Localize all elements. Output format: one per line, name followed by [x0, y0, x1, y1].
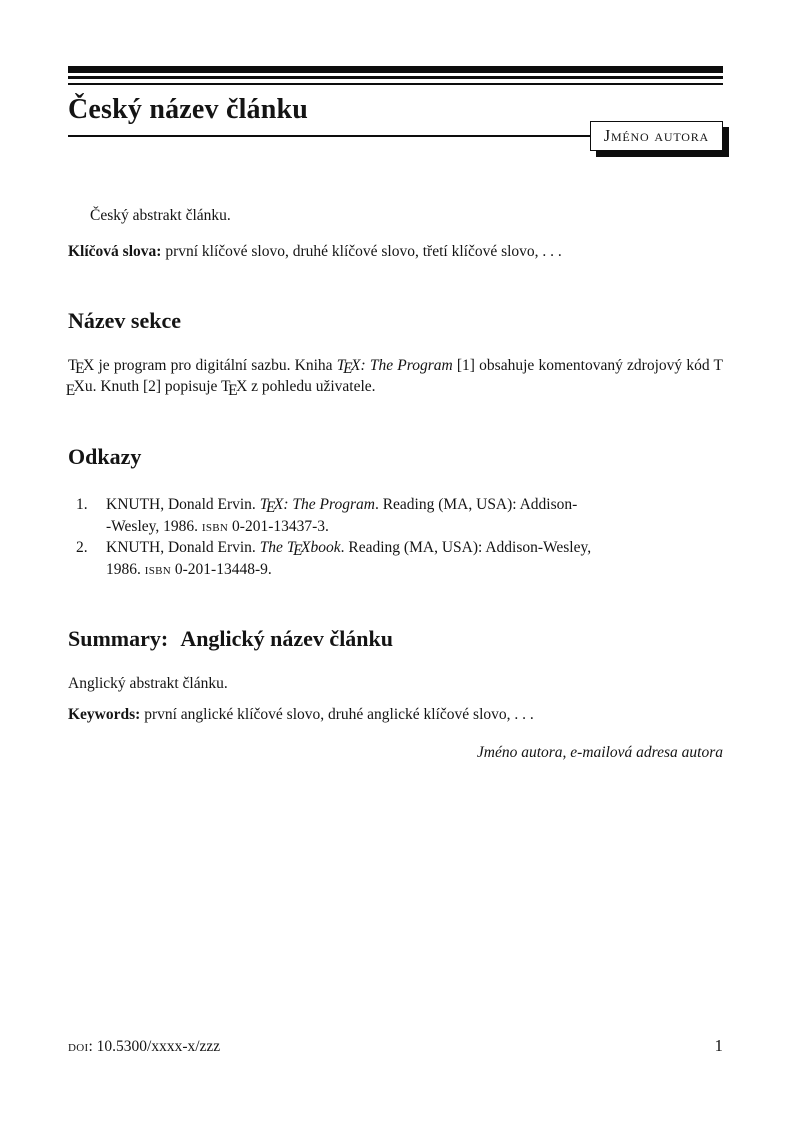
english-keywords-text: první anglické klíčové slovo, druhé anglické klíčové slovo, . . . [144, 706, 534, 724]
page-footer [68, 1036, 723, 1056]
header-rule-thin [68, 83, 723, 85]
doi-line [68, 1038, 220, 1056]
reference-number: 2. [76, 539, 88, 557]
reference-list [68, 494, 723, 580]
czech-keywords-line [68, 241, 723, 263]
summary-heading [68, 626, 723, 652]
page-content [65, 0, 723, 763]
english-keywords-label: Keywords: [68, 706, 141, 724]
section-heading: Název sekce [68, 308, 182, 334]
title-author-row [68, 121, 723, 151]
czech-keywords-text: první klíčové slovo, druhé klíčové slovo, třetí klíčové slovo, . . . [165, 242, 562, 260]
title-rule [68, 135, 590, 137]
summary-heading-label: Summary: [68, 626, 169, 652]
reference-text: KNUTH, Donald Ervin. The TEXbook. Reading (MA, USA): Addison-Wesley, 1986. isbn 0-201-13448-9. [106, 539, 592, 578]
section-paragraph: TEX je program pro digitální sazbu. Kniha TEX: The Program [1] obsahuje komentovaný zdrojový kód TEXu. Knuth [2] popisuje TEX z pohledu uživatele. [65, 356, 723, 399]
author-box [590, 121, 723, 151]
author-name: Jméno autora [603, 125, 709, 145]
header-rule-thick [68, 66, 723, 73]
header-rules [68, 0, 723, 85]
doi-value: : 10.5300/xxxx-x/zzz [88, 1038, 221, 1055]
english-abstract: Anglický abstrakt článku. [68, 674, 228, 692]
doi-label: doi [68, 1038, 89, 1055]
reference-item [68, 494, 723, 537]
reference-text: KNUTH, Donald Ervin. TEX: The Program. Reading (MA, USA): Addison- -Wesley, 1986. isbn 0-201-13437-3. [106, 496, 578, 535]
header-rule-medium [68, 76, 723, 79]
references-heading: Odkazy [68, 443, 142, 469]
article-title: Český název článku [68, 94, 309, 125]
summary-heading-title: Anglický název článku [180, 626, 394, 652]
reference-number: 1. [76, 496, 88, 514]
english-keywords-line [68, 704, 723, 726]
czech-abstract: Český abstrakt článku. [90, 207, 231, 225]
czech-keywords-label: Klíčová slova: [68, 242, 162, 260]
page-number: 1 [714, 1036, 723, 1055]
author-signature: Jméno autora, e-mailová adresa autora [476, 743, 723, 761]
reference-item [68, 537, 723, 580]
